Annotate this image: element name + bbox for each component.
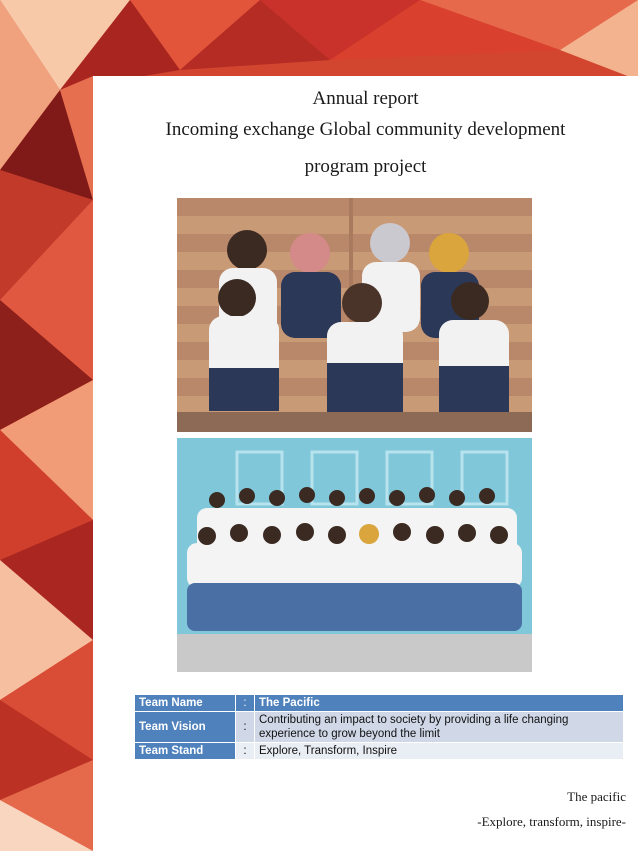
report-title: Annual report (312, 88, 419, 109)
team-name-label: Team Name (135, 695, 236, 712)
team-name-separator: : (236, 695, 255, 712)
group-photo-blue-wall (177, 438, 532, 672)
team-stand-separator: : (236, 743, 255, 760)
team-name-row (135, 695, 624, 712)
team-stand-value: Explore, Transform, Inspire (255, 743, 624, 760)
team-vision-value: Contributing an impact to society by providing a life changing experience to grow beyond the limit (255, 712, 624, 743)
footer-team-name: The pacific (567, 789, 626, 804)
team-info-table (134, 694, 624, 760)
team-stand-row (135, 743, 624, 760)
report-subtitle-line2: program project (304, 156, 427, 177)
team-vision-label: Team Vision (135, 712, 236, 743)
team-name-value: The Pacific (255, 695, 624, 712)
report-subtitle-line1: Incoming exchange Global community development (165, 119, 566, 140)
team-vision-separator: : (236, 712, 255, 743)
footer-tagline: -Explore, transform, inspire- (477, 814, 626, 829)
team-vision-row (135, 712, 624, 743)
group-photo-wooden-wall (177, 198, 532, 432)
team-stand-label: Team Stand (135, 743, 236, 760)
